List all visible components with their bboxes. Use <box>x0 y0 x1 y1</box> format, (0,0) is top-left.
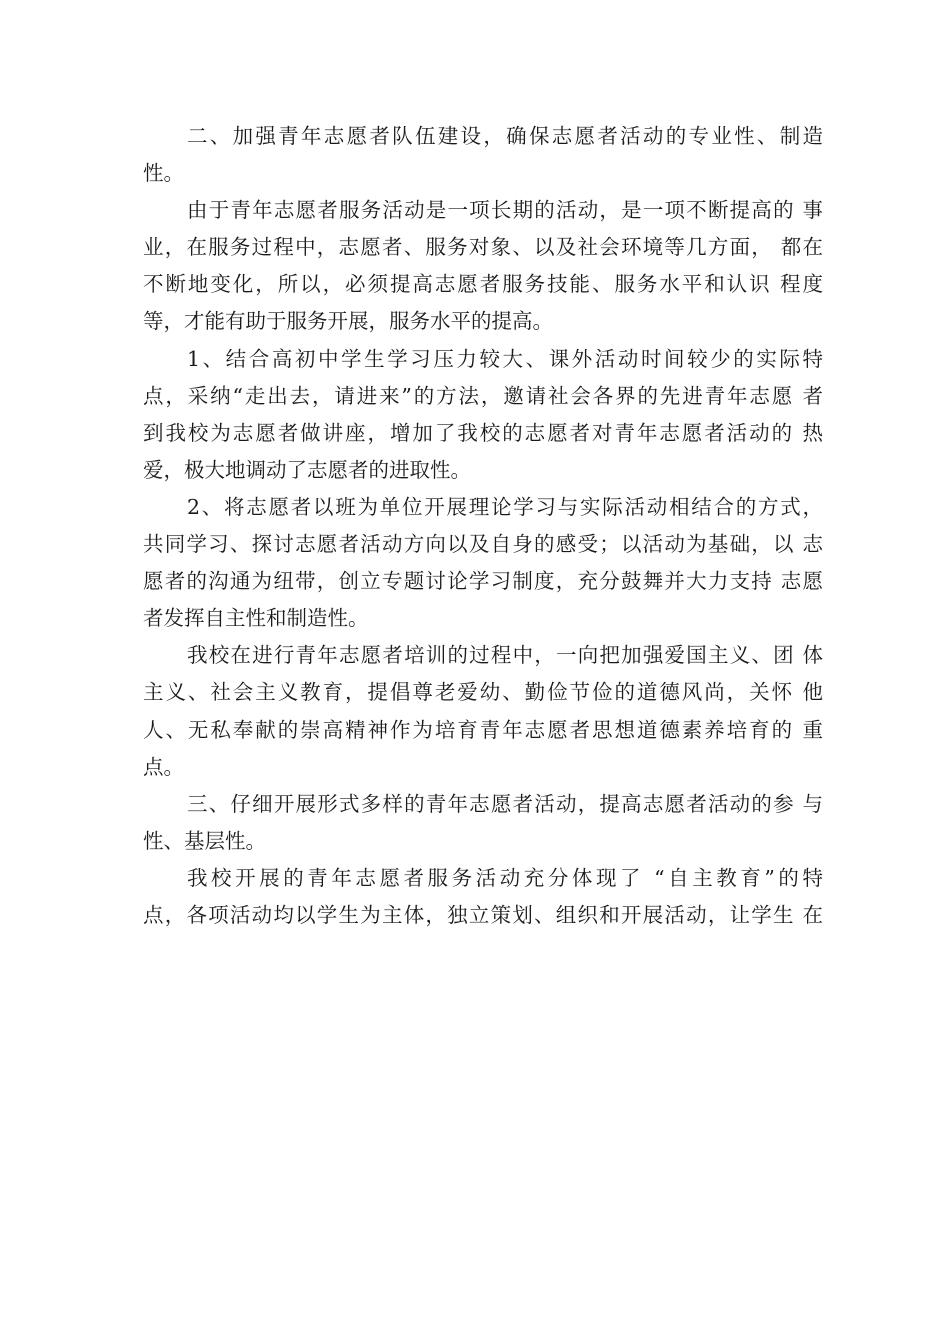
paragraph-4-line-3: 愿者的沟通为纽带，创立专题讨论学习制度，充分鼓舞并大力支持 志愿 <box>143 569 823 594</box>
paragraph-1-line-2: 性。 <box>143 161 184 186</box>
paragraph-4-line-1: 2、将志愿者以班为单位开展理论学习与实际活动相结合的方式， <box>187 494 823 519</box>
paragraph-3-line-1: 1、结合高初中学生学习压力较大、课外活动时间较少的实际特 <box>187 346 823 371</box>
paragraph-5-line-2: 主义、社会主义教育，提倡尊老爱幼、勤俭节俭的道德风尚，关怀 他 <box>143 680 823 705</box>
paragraph-3-line-2: 点，采纳“走出去，请进来”的方法，邀请社会各界的先进青年志愿 者 <box>143 383 823 408</box>
paragraph-2-line-3: 不断地变化，所以，必须提高志愿者服务技能、服务水平和认识 程度 <box>143 272 823 297</box>
paragraph-2-line-1: 由于青年志愿者服务活动是一项长期的活动，是一项不断提高的 事 <box>187 198 823 223</box>
paragraph-4-line-2: 共同学习、探讨志愿者活动方向以及自身的感受；以活动为基础，以 志 <box>143 532 823 557</box>
paragraph-3-line-4: 爱，极大地调动了志愿者的进取性。 <box>143 457 471 482</box>
paragraph-5-line-1: 我校在进行青年志愿者培训的过程中，一向把加强爱国主义、团 体 <box>187 643 823 668</box>
paragraph-5-line-3: 人、无私奉献的崇高精神作为培育青年志愿者思想道德素养培育的 重 <box>143 717 823 742</box>
paragraph-6-line-1: 三、仔细开展形式多样的青年志愿者活动，提高志愿者活动的参 与 <box>187 791 823 816</box>
paragraph-5-line-4: 点。 <box>143 754 184 779</box>
paragraph-1-line-1: 二、加强青年志愿者队伍建设，确保志愿者活动的专业性、制造 <box>187 124 823 148</box>
document-body <box>143 118 823 934</box>
paragraph-7-line-2: 点，各项活动均以学生为主体，独立策划、组织和开展活动，让学生 在 <box>143 902 823 927</box>
paragraph-7-line-1: 我校开展的青年志愿者服务活动充分体现了 “自主教育”的特 <box>187 865 823 890</box>
paragraph-4-line-4: 者发挥自主性和制造性。 <box>143 606 369 631</box>
paragraph-2-line-4: 等，才能有助于服务开展，服务水平的提高。 <box>143 309 553 334</box>
paragraph-2-line-2: 业，在服务过程中，志愿者、服务对象、以及社会环境等几方面， 都在 <box>143 235 823 260</box>
paragraph-6-line-2: 性、基层性。 <box>143 828 266 853</box>
paragraph-3-line-3: 到我校为志愿者做讲座，增加了我校的志愿者对青年志愿者活动的 热 <box>143 420 823 445</box>
